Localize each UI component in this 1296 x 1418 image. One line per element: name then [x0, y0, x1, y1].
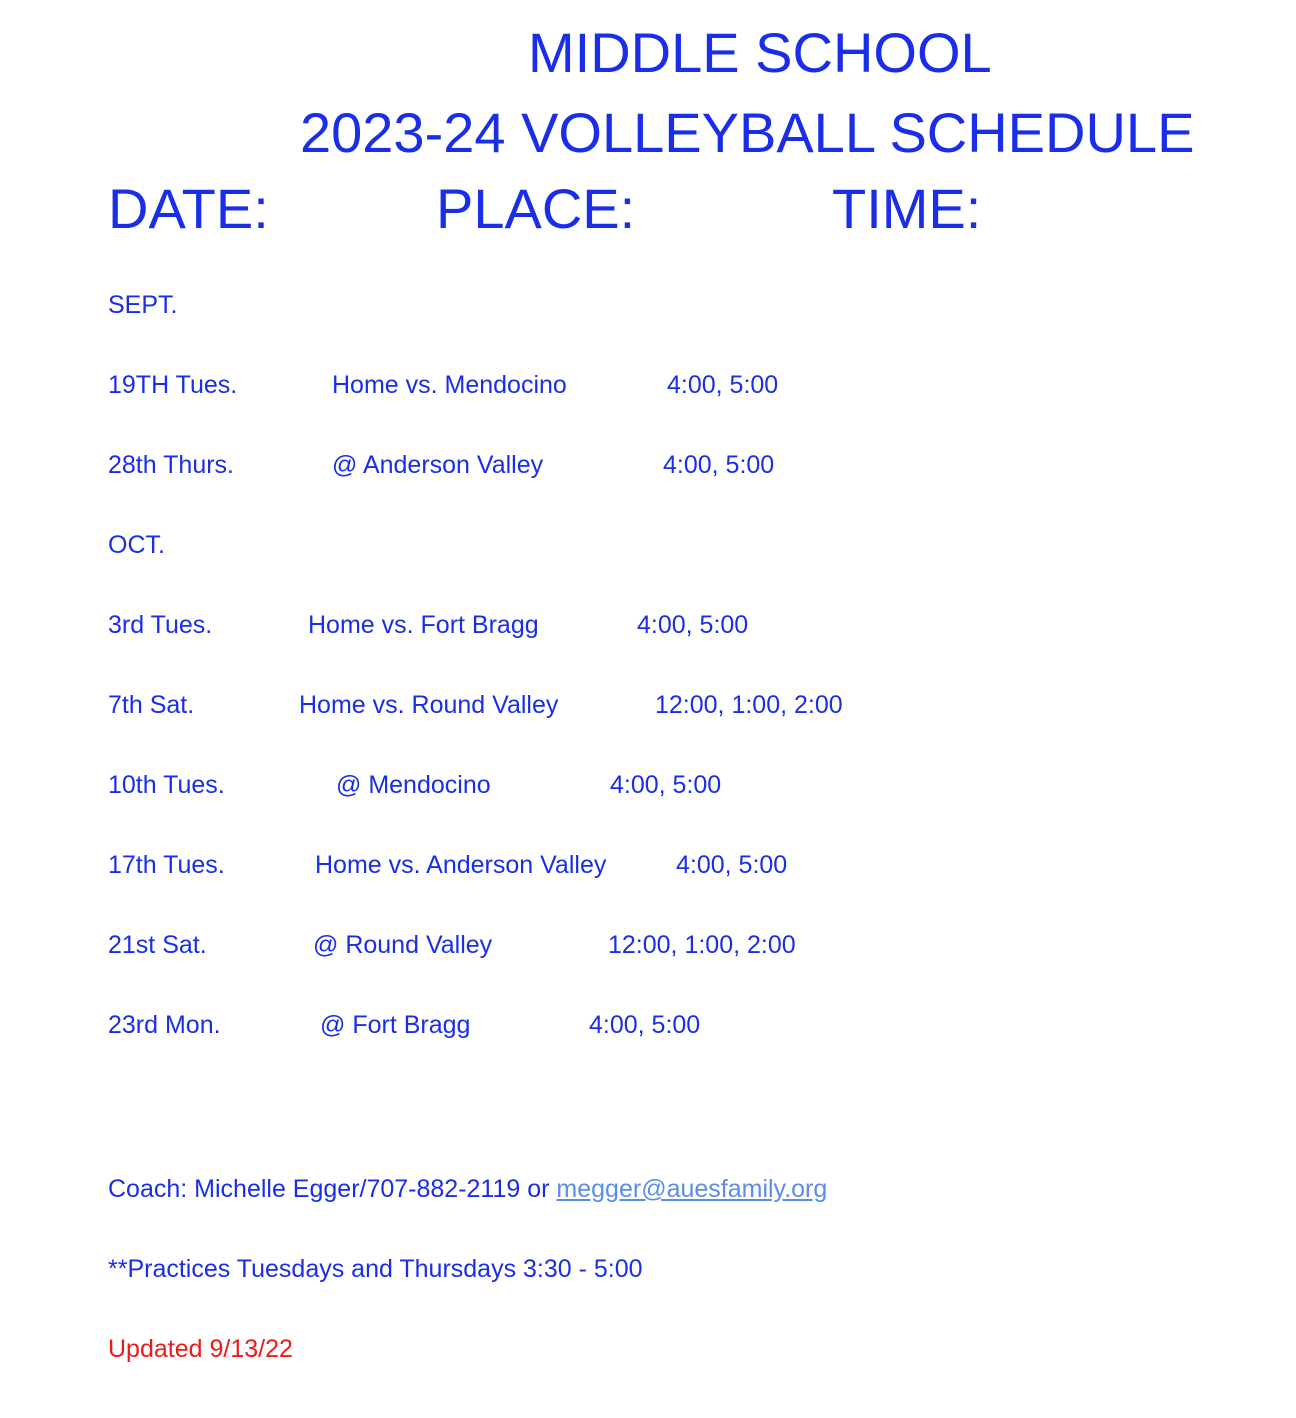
month-sept: SEPT. — [108, 291, 178, 319]
game-place: Home vs. Fort Bragg — [308, 611, 539, 639]
game-date: 7th Sat. — [108, 691, 195, 719]
game-date: 17th Tues. — [108, 851, 225, 879]
game-time: 4:00, 5:00 — [637, 611, 749, 639]
title-line-1: MIDDLE SCHOOL — [528, 21, 992, 84]
game-time: 4:00, 5:00 — [610, 771, 722, 799]
game-place: Home vs. Mendocino — [332, 371, 567, 399]
game-place: @ Round Valley — [313, 931, 493, 959]
game-time: 12:00, 1:00, 2:00 — [608, 931, 796, 959]
game-time: 12:00, 1:00, 2:00 — [655, 691, 843, 719]
coach-text: Coach: Michelle Egger/707-882-2119 or — [108, 1175, 557, 1203]
game-place: @ Mendocino — [336, 771, 491, 799]
game-place: @ Anderson Valley — [332, 451, 544, 479]
game-time: 4:00, 5:00 — [663, 451, 775, 479]
game-date: 23rd Mon. — [108, 1011, 221, 1039]
game-date: 10th Tues. — [108, 771, 225, 799]
practices-note: **Practices Tuesdays and Thursdays 3:30 - 5:00 — [108, 1255, 643, 1283]
header-date: DATE: — [108, 177, 269, 240]
game-time: 4:00, 5:00 — [667, 371, 779, 399]
game-date: 3rd Tues. — [108, 611, 213, 639]
game-place: Home vs. Round Valley — [299, 691, 559, 719]
game-time: 4:00, 5:00 — [676, 851, 788, 879]
game-date: 28th Thurs. — [108, 451, 235, 479]
updated-note: Updated 9/13/22 — [108, 1335, 293, 1363]
header-place: PLACE: — [436, 177, 636, 240]
month-oct: OCT. — [108, 531, 165, 559]
game-place: Home vs. Anderson Valley — [315, 851, 607, 879]
game-date: 21st Sat. — [108, 931, 207, 959]
header-time: TIME: — [832, 177, 982, 240]
title-line-2: 2023-24 VOLLEYBALL SCHEDULE — [300, 101, 1195, 164]
coach-line — [108, 1173, 827, 1205]
game-place: @ Fort Bragg — [320, 1011, 471, 1039]
game-date: 19TH Tues. — [108, 371, 238, 399]
coach-email-link[interactable]: megger@auesfamily.org — [556, 1175, 828, 1203]
game-time: 4:00, 5:00 — [589, 1011, 701, 1039]
